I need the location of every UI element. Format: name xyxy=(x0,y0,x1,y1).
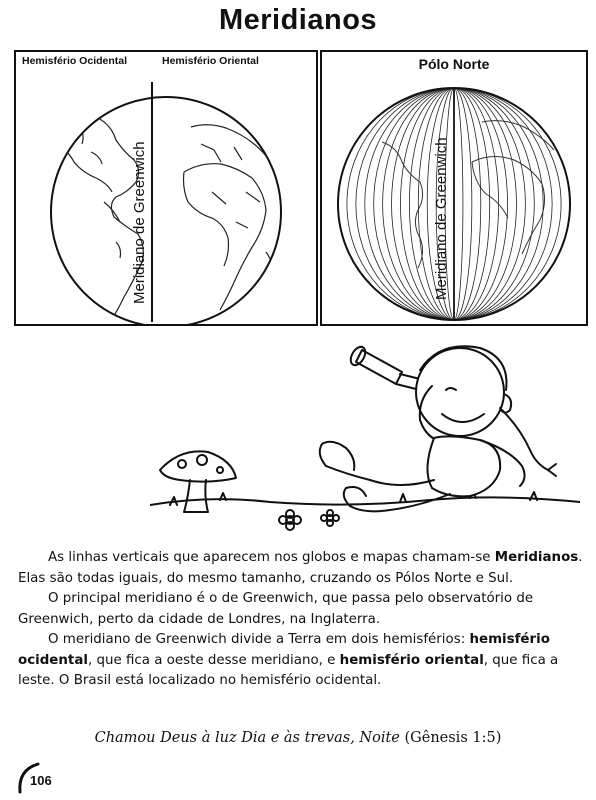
meridians-globe-illustration xyxy=(322,52,586,324)
p2-text: O principal meridiano é o de Greenwich, que passa pelo observatório de Greenwich, perto da cidade de Londres, na Inglaterra. xyxy=(18,591,534,627)
bible-verse xyxy=(0,730,596,746)
greenwich-meridian-label: Meridiano de Greenwich xyxy=(433,137,450,300)
verse-quote: Chamou Deus à luz Dia e às trevas, Noite xyxy=(94,730,400,746)
p1-bold-term: Meridianos xyxy=(494,550,579,565)
p3-bold-western: hemisfério ocidental xyxy=(18,632,550,668)
p3-text-end: , que fica a leste. O Brasil está localizado no hemisfério ocidental. xyxy=(18,652,559,688)
p3-bold-eastern: hemisfério oriental xyxy=(339,652,484,668)
north-pole-label: Pólo Norte xyxy=(418,56,490,72)
page-number: 106 xyxy=(30,773,52,788)
hemispheres-globe-illustration xyxy=(16,52,316,324)
girl-with-telescope-illustration xyxy=(150,330,580,535)
paragraph-meridians xyxy=(18,548,584,589)
meridian-line xyxy=(454,88,534,320)
p3-text-mid: , que fica a oeste desse meridiano, e xyxy=(87,652,340,668)
meridian-line xyxy=(454,88,516,320)
greenwich-meridian-label: Meridiano de Greenwich xyxy=(131,141,148,304)
paragraph-hemispheres xyxy=(18,630,584,692)
meridians-globe-panel xyxy=(320,50,588,326)
p1-text: As linhas verticais que aparecem nos globos e mapas chamam-se xyxy=(48,550,495,565)
body-text xyxy=(18,548,584,692)
verse-reference: (Gênesis 1:5) xyxy=(404,730,502,746)
p1-text-end: . Elas são todas iguais, do mesmo tamanho, cruzando os Pólos Norte e Sul. xyxy=(18,550,583,586)
hemispheres-globe-panel xyxy=(14,50,318,326)
meridian-line xyxy=(454,88,481,320)
p3-text: O meridiano de Greenwich divide a Terra em dois hemisférios: xyxy=(48,632,470,647)
western-hemisphere-label: Hemisfério Ocidental xyxy=(22,55,128,67)
page-title: Meridianos xyxy=(218,4,378,36)
paragraph-greenwich xyxy=(18,589,584,630)
meridian-line xyxy=(454,88,463,320)
eastern-hemisphere-label: Hemisfério Oriental xyxy=(162,55,259,67)
